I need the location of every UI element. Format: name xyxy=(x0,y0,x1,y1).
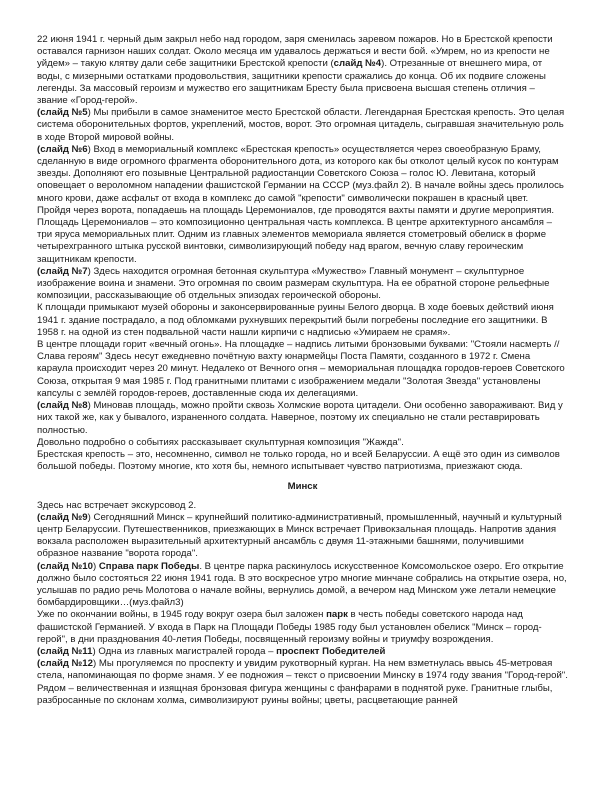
bold-text-run: слайд №4 xyxy=(333,58,382,70)
bold-text-run: парк xyxy=(326,609,348,621)
text-run: Уже по окончании войны, в 1945 году вокруг озера был заложен xyxy=(37,609,327,621)
text-run: В центре площади горит «вечный огонь». На площадке – надпись литыми бронзовыми буквами: "Стояли насмерть // Слава героям" Здесь несут ежедневно почётную вахту юнармейцы Поста Памяти, созданного в 1972 г. Смена караула происходит через 20 минут. Недалеко от Вечного огня – мемориальная площадка городов-героев Советского Союза, открытая 9 мая 1985 г. Под гранитными плитами с изображением медали "Золотая Звезда" установлены капсулы с землёй городов-героев, доставленные сюда их делегациями. xyxy=(37,339,565,399)
bold-text-run: (слайд №6 xyxy=(37,143,88,155)
brest-paragraph xyxy=(37,107,568,144)
brest-paragraph xyxy=(37,437,568,449)
minsk-paragraph xyxy=(37,500,568,512)
text-run: 22 июня 1941 г. черный дым закрыл небо над городом, заря сменилась заревом пожаров. Но в Брестской крепости оставался гарнизон наших солдат. Около месяца им удавалось держаться и вести бой. «Умрем, но из крепости не уйдем» – такую клятву дали себе защитники Брестской крепости ( xyxy=(37,34,553,70)
brest-paragraph xyxy=(37,205,568,266)
bold-text-run: (слайд №5 xyxy=(37,107,88,119)
text-run: ) xyxy=(92,560,99,572)
brest-section xyxy=(37,34,568,473)
text-run: К площади примыкают музей обороны и законсервированные руины Белого дворца. В ходе боевых действий июня 1941 г. здание пострадало, а под обломками рухнувших перекрытий были погребены последние его защитники. В 1958 г. на одной из стен подвальной части нашли кирпичи с надписью «Умираем не срамя». xyxy=(37,302,554,338)
minsk-paragraph xyxy=(37,512,568,561)
text-run: ) Вход в мемориальный комплекс «Брестская крепость» осуществляется через своеобразную Браму, сделанную в виде огромного фрагмента оборонительного дота, из которого как бы отколот целый кусок по контурам звезды. Дополняют его позывные Центральной радиостанции Советского Союза – голос Ю. Левитана, который оповещает о вероломном нападении фашистской Германии на СССР (муз.файл 2). В начале войны здесь пролилось много крови, даже асфальт от входа в комплекс до самой "крепости" символически покрашен в красный цвет. xyxy=(37,143,564,204)
text-run: Здесь нас встречает экскурсовод 2. xyxy=(37,499,197,511)
bold-text-run: (слайд №10 xyxy=(37,560,93,572)
minsk-paragraph xyxy=(37,609,568,646)
brest-paragraph xyxy=(37,34,568,107)
minsk-paragraph xyxy=(37,646,568,658)
text-run: Брестская крепость – это, несомненно, символ не только города, но и всей Беларуссии. А ещё это один из символов большой победы. Поэтому многие, кто хотя бы, немного испытывает чувство патриотизма, приезжают сюда. xyxy=(37,448,560,473)
text-run: Довольно подробно о событиях рассказывает скульптурная композиция "Жажда". xyxy=(37,436,404,448)
brest-paragraph xyxy=(37,449,568,473)
text-run: Пройдя через ворота, попадаешь на площадь Церемониалов, где проводятся вахты памяти и другие мероприятия. Площадь Церемониалов – это композиционно центральная часть комплекса. В центре архитектурного ансамбля – три яруса мемориальных плит. Одним из главных элементов мемориала является стометровый обелиск в форме четырехгранного штыка русской винтовки, символизирующий победу над врагом, вечную славу героическим защитникам крепости. xyxy=(37,204,555,265)
bold-text-run: (слайд №8 xyxy=(37,400,88,412)
bold-text-run: проспект Победителей xyxy=(276,645,386,657)
bold-text-run: (слайд №11 xyxy=(37,645,93,657)
section-title-minsk: Минск xyxy=(287,481,318,493)
text-run: в честь победы советского народа над фашистской Германией. У входа в Парк на Площади Победы 1985 году был установлен обелиск "Минск – город-герой", в дни празднования 40-летия Победы, посвященный героизму войны и триумфу возрождения. xyxy=(37,609,542,645)
text-run: ) Сегодняшний Минск – крупнейший политико-административный, промышленный, научный и культурный центр Беларуссии. Путешественников, приезжающих в Минск встречает Привокзальная площадь. Напротив здания вокзала расположен выразительный архитектурный ансамбль с двумя 11-этажными башнями, получившими образное название "ворота города". xyxy=(37,511,562,560)
text-run: ). Отрезанные от внешнего мира, от воды, с мизерными остатками продовольствия, защитники крепости сражались до конца. Об их подвиге сложены легенды. За массовый героизм и мужество его защитникам Бресту была присвоена высшая степень отличия – звание «Город-герой». xyxy=(37,58,546,107)
text-run: ) Миновав площадь, можно пройти сквозь Холмские ворота цитадели. Они особенно завораживают. Вид у них такой же, как у бывалого, израненного солдата. Наверное, поэтому их специально не стали реставрировать полностью. xyxy=(37,400,563,436)
brest-paragraph xyxy=(37,400,568,437)
brest-paragraph xyxy=(37,266,568,303)
minsk-paragraph xyxy=(37,561,568,610)
bold-text-run: (слайд №12 xyxy=(37,658,93,670)
bold-text-run: (слайд №7 xyxy=(37,265,88,277)
bold-text-run: (слайд №9 xyxy=(37,511,88,523)
minsk-section xyxy=(37,500,568,707)
text-run: ) Одна из главных магистралей города – xyxy=(92,645,277,657)
brest-paragraph xyxy=(37,339,568,400)
brest-paragraph xyxy=(37,144,568,205)
text-run: . В центре парка раскинулось искусственное Комсомольское озеро. Его открытие должно было состояться 22 июня 1941 года. В это воскресное утро многие минчане собрались на открытие озера, но, услышав по радио речь Молотова о начале войны, вернулись домой, а вечером над Минском уже летали немецкие бомбардировщики…(муз.файл3) xyxy=(37,560,567,609)
text-run: ) Здесь находится огромная бетонная скульптура «Мужество» Главный монумент – скульптурное изображение воина и знамени. Это огромная по своим размерам скульптура. На ее обратной стороне рельефные композиции, рассказывающие об отдельных эпизодах героической обороны. xyxy=(37,265,550,302)
brest-paragraph xyxy=(37,302,568,339)
text-run: ) Мы прогуляемся по проспекту и увидим рукотворный курган. На нем взметнулась ввысь 45-метровая стела, напоминающая по форме знамя. У ее подножия – текст о присвоении Минску в 1974 году звания "Город-герой". Рядом – величественная и изящная бронзовая фигура женщины с фанфарами в поднятой руке. Гранитные глыбы, разбросанные по склонам холма, символизируют руины войны; цветы, расцветающие ранней xyxy=(37,658,568,706)
bold-text-run: Справа парк Победы xyxy=(98,560,200,572)
minsk-paragraph xyxy=(37,658,568,707)
text-run: ) Мы прибыли в самое знаменитое место Брестской области. Легендарная Брестская крепость. Это целая система оборонительных фортов, укреплений, мостов, ворот. Это огромная цитадель, сыгравшая значительную роль в ходе Второй мировой войны. xyxy=(37,107,565,143)
